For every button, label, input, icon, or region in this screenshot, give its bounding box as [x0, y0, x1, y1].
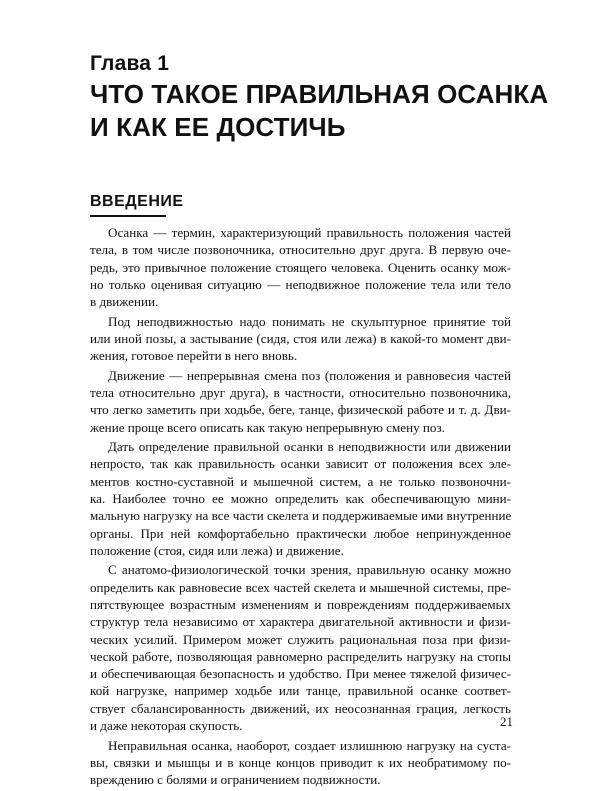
text-line: Движение — непрерывная смена поз (положения и равновесия частей — [108, 367, 511, 383]
text-line: Неправильная осанка, наоборот, создает излишнюю нагрузку на суста- — [108, 737, 511, 753]
text-line: редь, это привычное положение стоящего человека. Оценить осанку мож- — [90, 259, 511, 275]
paragraph — [90, 438, 511, 559]
paragraph — [90, 561, 511, 734]
text-line: определить как равновесие всех частей скелета и мышечной системы, пре- — [90, 579, 511, 595]
page-number: 21 — [500, 714, 513, 729]
text-line: непросто, так как правильность осанки зависит от положения всех эле- — [90, 456, 511, 472]
text-line: С анатомо-физиологической точки зрения, правильную осанку можно — [108, 562, 511, 578]
text-line: ментов костно-суставной и мышечной систем, а не только позвоночни- — [90, 473, 511, 489]
section-heading: ВВЕДЕНИЕ — [90, 193, 184, 210]
text-line: ческих усилий. Примером может служить рациональная поза при физи- — [90, 631, 511, 647]
body-text — [90, 224, 511, 791]
text-line: Осанка — термин, характеризующий правильность положения частей — [108, 225, 511, 240]
text-line: структур тела независимо от характера двигательной активности и физи- — [90, 614, 511, 630]
text-line: ческой работе, позволяющая равномерно распределить нагрузку на стопы — [90, 648, 511, 664]
paragraph — [90, 737, 511, 789]
text-line: жение проще всего описать как такую непрерывную смену поз. — [90, 419, 445, 435]
text-line: что легко заметить при ходьбе, беге, танце, физической работе и т. д. Дви- — [90, 402, 511, 418]
text-line: ствует сбалансированность движений, их неосознанная грация, легкость — [90, 700, 511, 716]
text-line: вреждению с болями и ограничением подвижности. — [90, 772, 381, 788]
text-line: вы, связки и мышцы и в конце концов приводит к их необратимому по- — [90, 754, 511, 770]
text-line: Дать определение правильной осанки в неподвижности или движении — [108, 439, 511, 455]
chapter-title-line: И КАК ЕЕ ДОСТИЧЬ — [90, 112, 346, 142]
chapter-title — [90, 78, 560, 144]
text-line: органы. При ней комфортабельно практически любое непринужденное — [90, 525, 511, 541]
text-line: пятствующее возрастным изменениям и повреждениям поддерживаемых — [90, 596, 511, 612]
text-line: мальную нагрузку на все части скелета и поддерживаемые ими внутренние — [90, 508, 512, 524]
text-line: и обеспечивающая безопасность и удобство. При менее тяжелой физичес- — [90, 666, 511, 682]
chapter-label: Глава 1 — [90, 52, 170, 75]
paragraph — [90, 224, 511, 310]
text-line: и даже некоторая скупость. — [90, 718, 243, 734]
text-line: или иной позы, а застывание (сидя, стоя или лежа) в какой-то момент дви- — [90, 330, 511, 346]
paragraph — [90, 313, 511, 365]
paragraph — [90, 367, 511, 436]
text-line: кой нагрузке, например ходьбе или танце, правильной осанке соответ- — [90, 683, 511, 699]
chapter-title-line: ЧТО ТАКОЕ ПРАВИЛЬНАЯ ОСАНКА — [90, 79, 549, 109]
text-line: Под неподвижностью надо понимать не скульптурное принятие той — [108, 313, 511, 329]
text-line: тела, в том числе позвоночника, относительно друг друга. В первую оче- — [90, 242, 511, 258]
text-line: жения, готовое перейти в него вновь. — [90, 348, 298, 364]
text-line: но только оценивая ситуацию — неподвижное положение тела или тело — [90, 276, 511, 292]
section-underline — [90, 215, 166, 217]
text-line: ка. Наиболее точно ее можно определить как обеспечивающую мини- — [90, 491, 511, 507]
text-line: положение (стоя, сидя или лежа) и движение. — [90, 542, 344, 558]
text-line: в движении. — [90, 294, 159, 310]
text-line: тела относительно друг друга), в частности, относительно позвоночника, — [90, 385, 511, 401]
